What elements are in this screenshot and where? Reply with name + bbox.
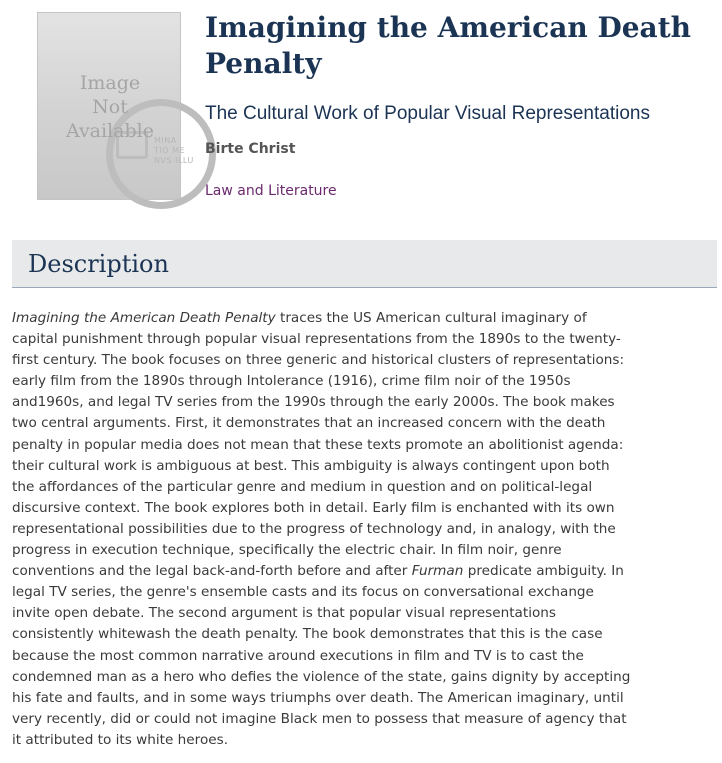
text-run: representational possibilities due to the progress of technology and, in analogy, with the	[12, 520, 616, 537]
description-line	[12, 350, 718, 371]
text-run: progress in execution technique, specifically the electric chair. In film noir, genre	[12, 542, 562, 559]
description-line	[12, 329, 718, 350]
text-run: very recently, did or could not imagine Black men to possess that measure of agency that	[12, 710, 627, 727]
description-line	[12, 582, 718, 603]
description-line	[12, 498, 718, 519]
description-line	[12, 624, 718, 645]
book-subtitle: The Cultural Work of Popular Visual Representations	[205, 103, 650, 124]
text-run: conventions and the legal back-and-forth before and after	[12, 563, 412, 580]
book-title	[205, 10, 705, 82]
book-title-line-1: Imagining the American Death	[205, 11, 691, 44]
description-line	[12, 561, 718, 582]
description-heading: Description	[28, 250, 169, 278]
description-line	[12, 667, 718, 688]
description-line	[12, 435, 718, 456]
text-run: early film from the 1890s through Intolerance (1916), crime film noir of the 1950s	[12, 373, 571, 390]
seal-lettering: MINA TIO ME NVS ILLU	[154, 136, 194, 165]
description-body	[12, 308, 718, 751]
text-run: capital punishment through popular visual representations from the 1890s to the twenty-	[12, 331, 621, 348]
text-run: predicate ambiguity. In	[463, 563, 624, 580]
description-line	[12, 392, 718, 413]
text-run: legal TV series, the genre's ensemble casts and its focus on conversational exchange	[12, 584, 594, 601]
description-line	[12, 413, 718, 434]
description-line	[12, 709, 718, 730]
image-not-available-label	[62, 71, 158, 143]
text-run: discursive context. The book explores both in detail. Early film is enchanted with its own	[12, 499, 615, 516]
text-run: condemned man as a hero who defies the violence of the state, gains dignity by accepting	[12, 668, 631, 685]
description-line	[12, 477, 718, 498]
text-run: his fate and faults, and in some ways triumphs over death. The American imaginary, until	[12, 689, 624, 706]
text-run: because the most common narrative around executions in film and TV is to cast the	[12, 647, 584, 664]
description-line	[12, 371, 718, 392]
text-run: their cultural work is ambiguous at best. This ambiguity is always contingent upon both	[12, 457, 610, 474]
italic-title-run: Imagining the American Death Penalty	[12, 310, 276, 326]
description-line	[12, 603, 718, 624]
book-author: Birte Christ	[205, 141, 296, 157]
book-title-line-2: Penalty	[205, 47, 322, 80]
text-run: invite open debate. The second argument is that popular visual representations	[12, 605, 557, 622]
text-run: traces the US American cultural imaginary of	[275, 310, 587, 326]
description-line	[12, 730, 718, 751]
text-run: two central arguments. First, it demonstrates that an increased concern with the death	[12, 415, 606, 432]
description-line	[12, 456, 718, 477]
description-line	[12, 688, 718, 709]
description-line	[12, 308, 718, 329]
text-run: penalty in popular media does not mean that these texts promote an abolitionist agenda:	[12, 436, 624, 453]
book-cover-image	[37, 12, 194, 200]
text-run: and1960s, and legal TV series from the 1990s through the early 2000s. The book makes	[12, 394, 615, 411]
italic-title-run: Furman	[411, 563, 464, 580]
text-run: first century. The book focuses on three generic and historical clusters of representations:	[12, 352, 625, 369]
text-run: consistently whitewash the death penalty. The book demonstrates that this is the case	[12, 626, 603, 643]
description-line	[12, 540, 718, 561]
description-line	[12, 519, 718, 540]
text-run: the affordances of the particular genre and medium in question and on political-legal	[12, 478, 593, 495]
placeholder-line-1: Image	[79, 72, 141, 94]
text-run: it attributed to its white heroes.	[12, 731, 229, 748]
series-link[interactable]: Law and Literature	[205, 183, 337, 199]
description-line	[12, 646, 718, 667]
placeholder-line-2: Not	[92, 96, 128, 118]
placeholder-line-3: Available	[66, 120, 154, 142]
description-header	[12, 240, 717, 288]
